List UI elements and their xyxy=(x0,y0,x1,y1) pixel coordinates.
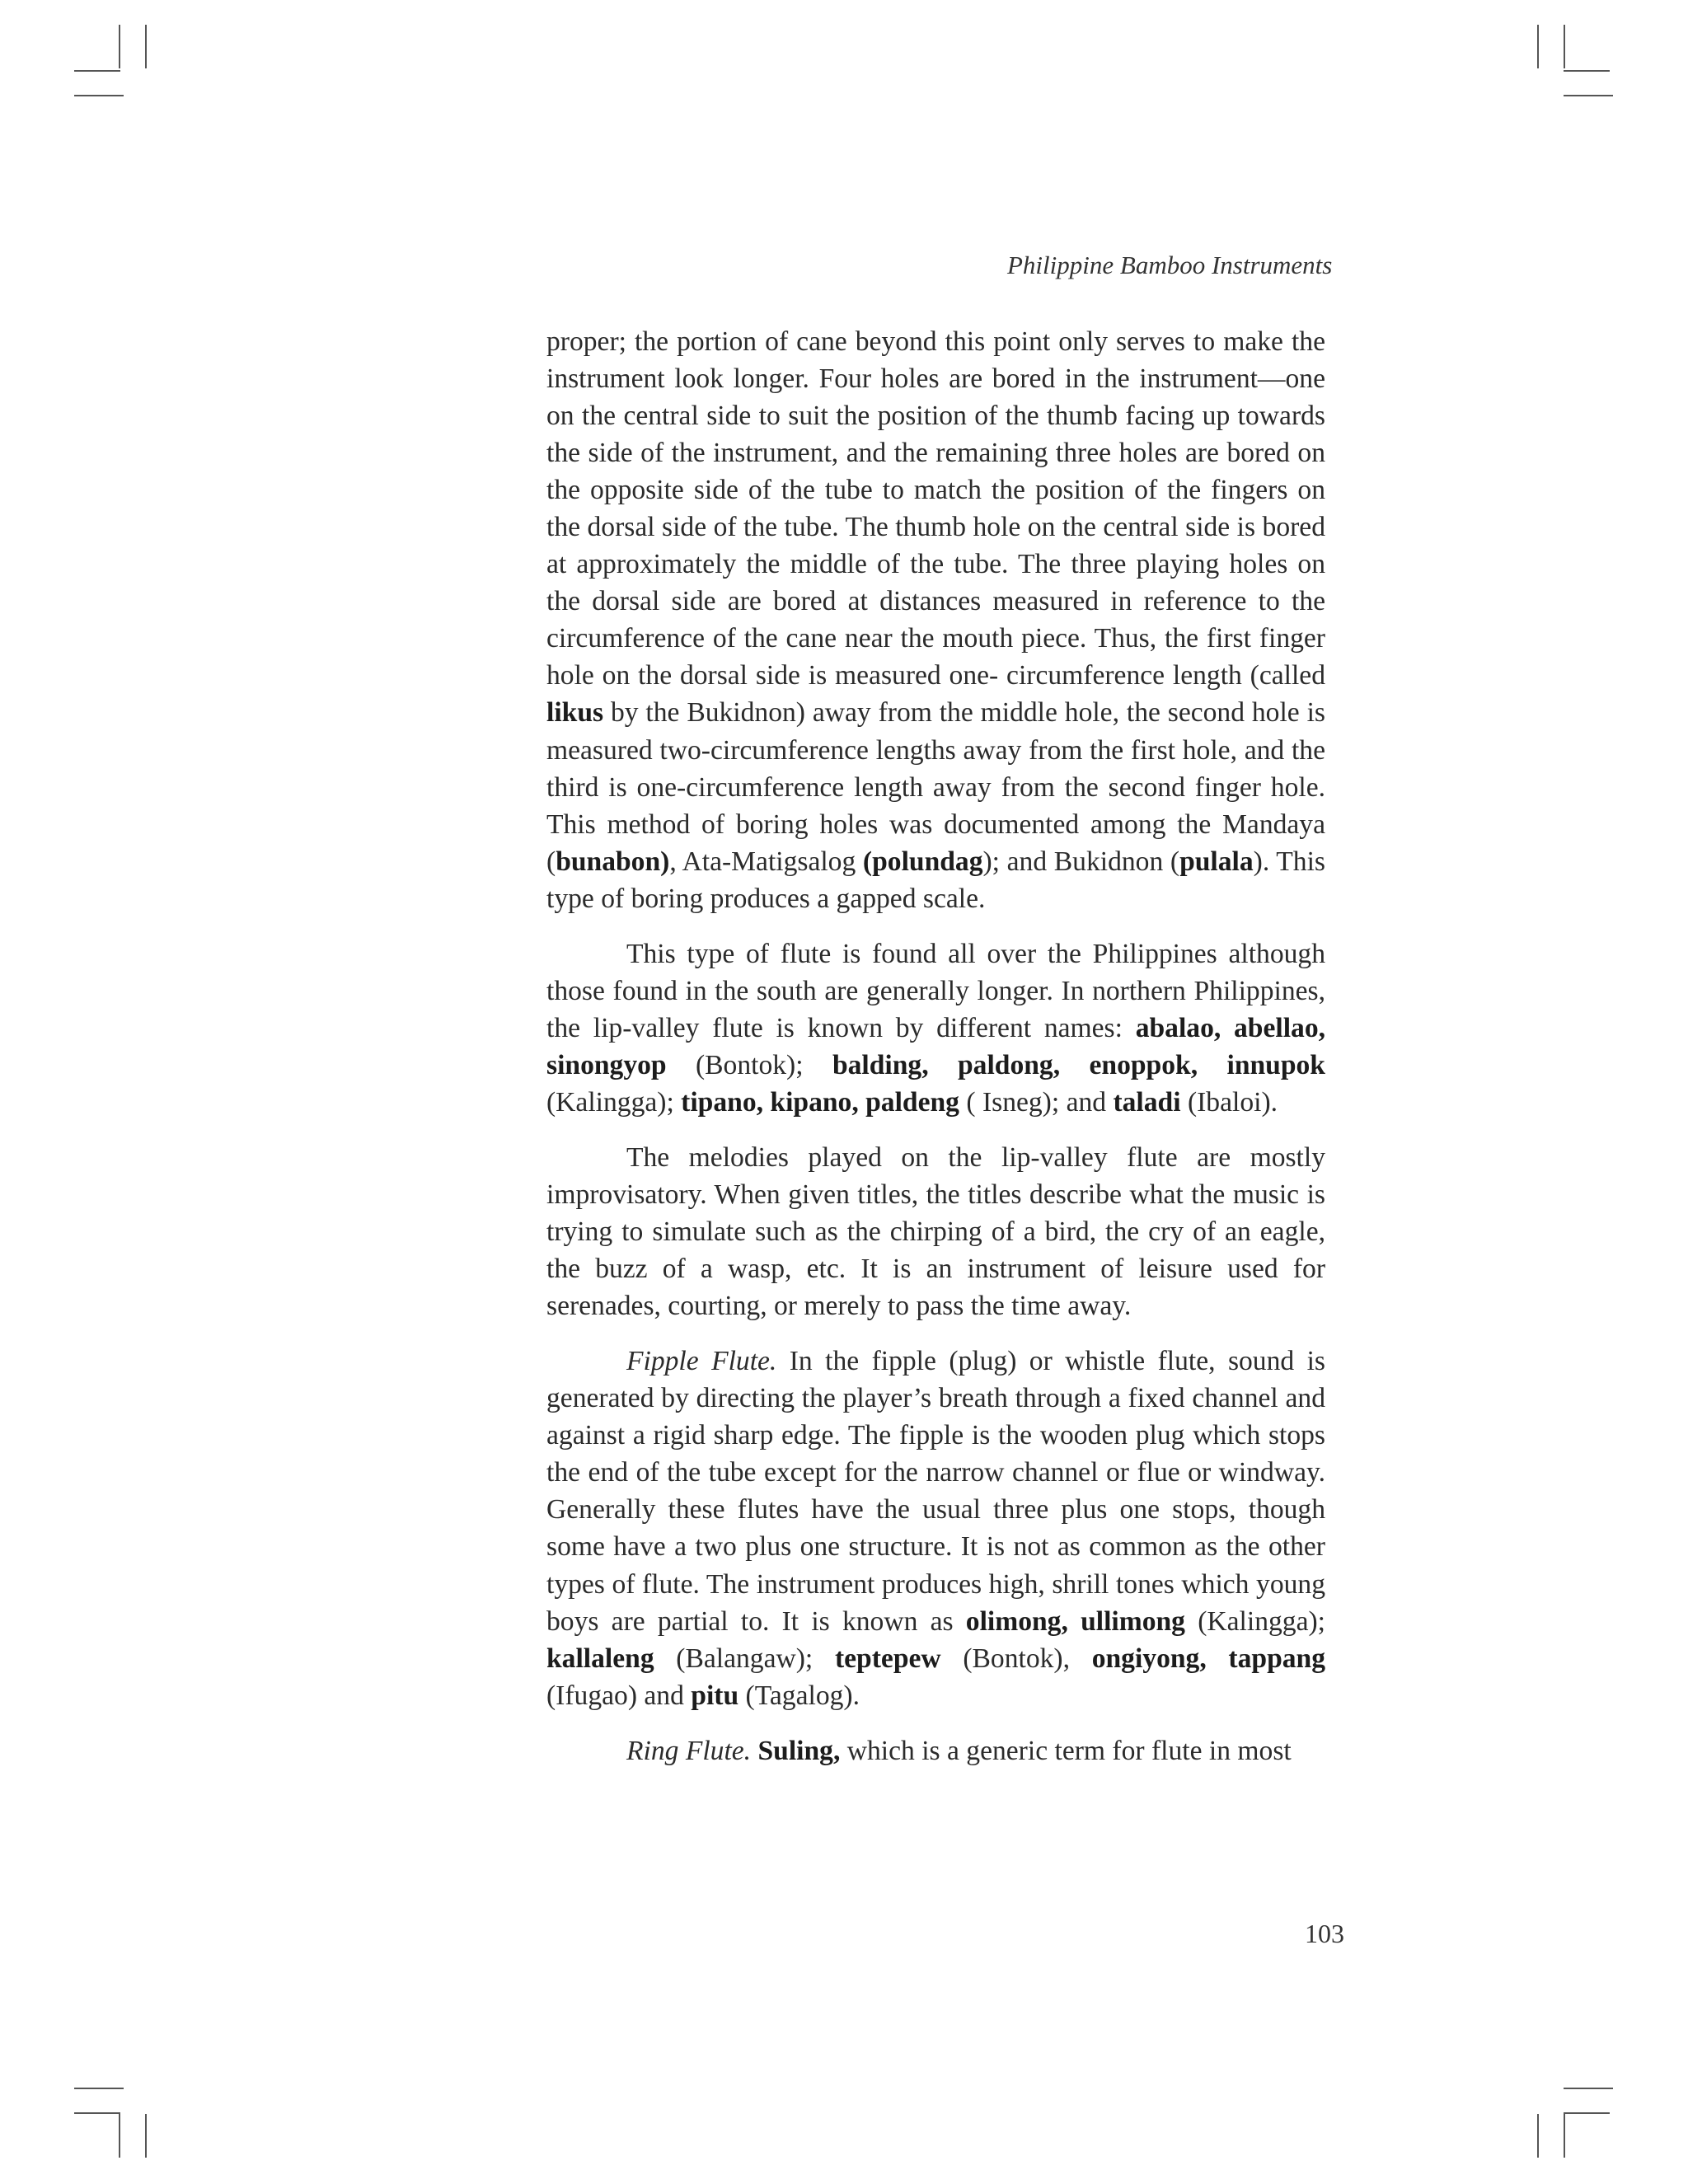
text-run: In the fipple (plug) or whistle flute, sound is generated by directing the player’s breath through a fixed channel and against a rigid sharp edge. The fipple is the wooden plug which stops the end of the tube except for the narrow channel or flue or windway. Generally these flutes have the usual three plus one stops, though some have a two plus one structure. It is not as common as the other types of flute. The instrument produces high, shrill tones which young boys are partial to. It is known as xyxy=(546,1346,1325,1637)
text-run: ). This type of boring produces a gapped scale. xyxy=(546,846,1325,914)
text-run: (Bontok); xyxy=(666,1049,832,1080)
text-run: (Ibaloi). xyxy=(1180,1086,1278,1118)
crop-mark-bottom-left-horizontal-lower xyxy=(74,2112,120,2114)
paragraph xyxy=(546,1343,1325,1713)
text-run: (Bontok), xyxy=(940,1643,1092,1674)
bold-term: taladi xyxy=(1113,1086,1181,1118)
bold-term: Suling, xyxy=(757,1735,841,1766)
bold-term: pitu xyxy=(691,1680,739,1711)
text-run: This type of flute is found all over the Philippines although those found in the south are generally longer. In northern Philippines, the lip-valley flute is known by different names: xyxy=(546,938,1325,1043)
bold-term: balding, paldong, enoppok, innupok xyxy=(832,1049,1325,1080)
text-run: by the Bukidnon) away from the middle hole, the second hole is measured two-circumference lengths away from the first hole, and the third is one-circumference length away from the second finger hole. This method of boring holes was documented among the Mandaya ( xyxy=(546,697,1325,877)
crop-mark-top-right-horizontal-upper xyxy=(1564,70,1610,72)
text-run: ( Isneg); and xyxy=(959,1086,1114,1118)
paragraph xyxy=(546,323,1325,917)
bold-term: bunabon) xyxy=(556,846,670,877)
crop-mark-bottom-left-outer xyxy=(119,2114,120,2158)
bold-term: abalao, abellao, sinongyop xyxy=(546,1012,1326,1080)
text-run: (Balangaw); xyxy=(654,1643,835,1674)
text-run: The melodies played on the lip-valley flute are mostly improvisatory. When given titles, the titles describe what the music is trying to simulate such as the chirping of a bird, the cry of an eagle, the buzz of a wasp, etc. It is an instrument of leisure used for serenades, courting, or merely to pass the time away. xyxy=(546,1141,1325,1322)
italic-run-in-heading: Ring Flute. xyxy=(626,1735,752,1766)
crop-mark-top-right-outer xyxy=(1564,25,1565,68)
body-text xyxy=(546,323,1325,1788)
text-run: (Kalingga); xyxy=(546,1086,682,1118)
bold-term: kallaleng xyxy=(546,1643,654,1674)
text-run: (Tagalog). xyxy=(738,1680,860,1711)
italic-run-in-heading: Fipple Flute. xyxy=(626,1346,777,1377)
bold-term: ongiyong, tappang xyxy=(1091,1643,1325,1674)
paragraph xyxy=(546,935,1325,1121)
page-number: 103 xyxy=(1305,1919,1344,1948)
text-run: ); and Bukidnon ( xyxy=(982,846,1180,877)
crop-mark-top-right-horizontal xyxy=(1564,95,1613,96)
paragraph xyxy=(546,1732,1325,1769)
text-run: proper; the portion of cane beyond this point only serves to make the instrument look longer. Four holes are bored in the instrument—one on the central side to suit the position of the thumb facing up towards the side of the instrument, and the remaining three holes are bored on the opposite side of the tube to match the position of the fingers on the dorsal side of the tube. The thumb hole on the central side is bored at approximately the middle of the tube. The three playing holes on the dorsal side are bored at distances measured in reference to the circumference of the cane near the mouth piece. Thus, the first finger hole on the dorsal side is measured one- circumference length (called xyxy=(546,326,1325,691)
bold-term: olimong, ullimong xyxy=(965,1605,1185,1637)
bold-term: likus xyxy=(546,697,604,729)
crop-mark-bottom-left-inner xyxy=(145,2114,147,2158)
crop-mark-bottom-right-horizontal xyxy=(1564,2088,1613,2089)
text-run: (Ifugao) and xyxy=(546,1680,692,1711)
crop-mark-top-left-inner xyxy=(145,25,147,68)
text-run: which is a generic term for flute in most xyxy=(840,1735,1292,1766)
crop-mark-top-left-horizontal xyxy=(74,95,124,96)
running-header: Philippine Bamboo Instruments xyxy=(1007,251,1333,279)
bold-term: pulala xyxy=(1179,846,1254,877)
crop-mark-top-left-outer xyxy=(119,25,120,68)
crop-mark-bottom-right-inner xyxy=(1537,2114,1539,2158)
paragraph xyxy=(546,1139,1325,1324)
bold-term: tipano, kipano, paldeng xyxy=(681,1086,959,1118)
text-run: , Ata-Matigsalog xyxy=(669,846,863,877)
bold-term: (polundag xyxy=(862,846,983,877)
text-run: (Kalingga); xyxy=(1184,1605,1325,1637)
crop-mark-bottom-left-horizontal xyxy=(74,2088,124,2089)
crop-mark-top-right-inner xyxy=(1537,25,1539,68)
crop-mark-bottom-right-horizontal-lower xyxy=(1564,2112,1610,2114)
bold-term: teptepew xyxy=(834,1643,941,1674)
crop-mark-bottom-right-outer xyxy=(1564,2114,1565,2158)
crop-mark-top-left-horizontal-upper xyxy=(74,70,120,72)
